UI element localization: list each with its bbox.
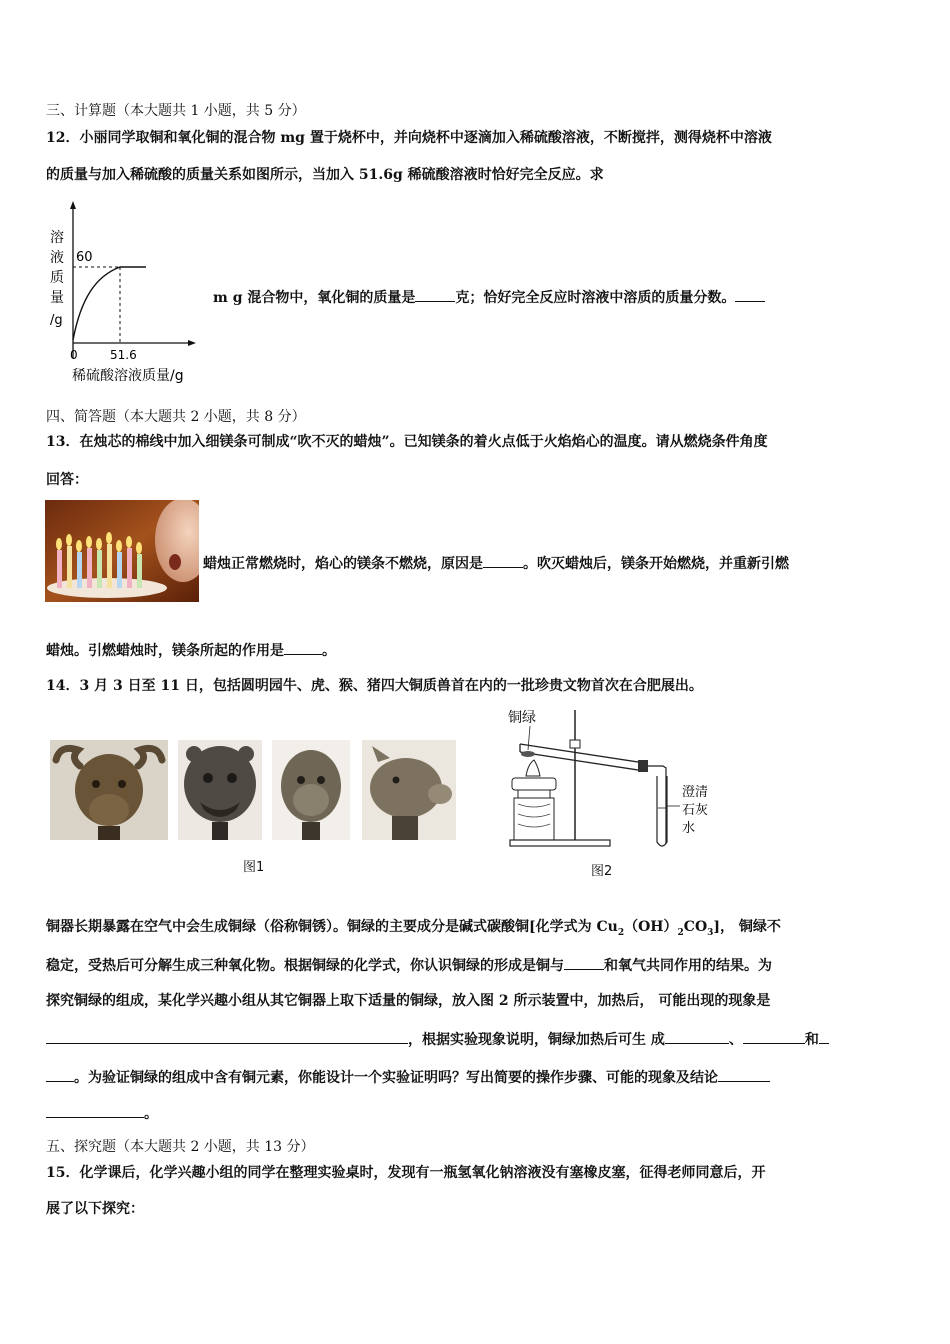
q13-line-1: 13．在烛芯的棉线中加入细镁条可制成“吹不灭的蜡烛”。已知镁条的着火点低于火焰焰心的温度。请从燃烧条件角度 [46, 434, 768, 450]
y-label-char-2: 液 [50, 250, 64, 266]
limewater-label-2: 石灰 [682, 803, 709, 818]
q13-text-b: 。吹灭蜡烛后，镁条开始燃烧，并重新引燃 [523, 556, 789, 572]
q14-text-5a: 。为验证铜绿的组成中含有铜元素，你能设计一个实验证明吗？写出简要的操作步骤、可能的现象及结论 [74, 1070, 718, 1086]
pig-head-photo [362, 740, 456, 840]
q12-line-1: 12．小丽同学取铜和氧化铜的混合物 mg 置于烧杯中，并向烧杯中逐滴加入稀硫酸溶液，不断搅拌，测得烧杯中溶液 [46, 130, 772, 146]
section-5-heading: 五、探究题（本大题共 2 小题，共 13 分） [46, 1139, 315, 1155]
q14-text-1c: CO [683, 919, 708, 935]
q13-line-3 [203, 553, 789, 574]
q14-blank-phenomenon[interactable] [46, 1029, 408, 1044]
q12-blank-2[interactable] [735, 287, 765, 302]
section-3-heading: 三、计算题（本大题共 1 小题，共 5 分） [46, 103, 306, 119]
q14-paragraph-line-3: 探究铜绿的组成，某化学兴趣小组从其它铜器上取下适量的铜绿，放入图 2 所示装置中，加热后， 可能出现的现象是 [46, 993, 771, 1009]
q14-paragraph-line-1 [46, 917, 781, 943]
subscript-cu: 2 [617, 927, 625, 938]
q14-text-1b: （OH） [624, 919, 678, 935]
q14-text-6b: 。 [144, 1106, 158, 1122]
x-tick-51-6: 51.6 [110, 348, 137, 362]
q12-blank-1[interactable] [415, 287, 455, 302]
heating-apparatus-diagram [498, 704, 728, 854]
q14-paragraph-line-2 [46, 955, 772, 976]
figure-1-caption: 图1 [243, 860, 265, 875]
x-axis-arrow [188, 340, 196, 346]
q13-text-a: 蜡烛正常燃烧时，焰心的镁条不燃烧，原因是 [203, 556, 483, 572]
q13-line-2: 回答： [46, 472, 88, 488]
birthday-candles-photo [45, 500, 199, 602]
q14-blank-product-3b[interactable] [46, 1067, 74, 1082]
q13-blank-1[interactable] [483, 553, 523, 568]
q12-text-a: m g 混合物中，氧化铜的质量是 [213, 290, 416, 306]
tiger-head-photo [178, 740, 262, 840]
q12-line-2: 的质量与加入稀硫酸的质量关系如图所示，当加入 51.6g 稀硫酸溶液时恰好完全反应。求 [46, 167, 604, 183]
q14-blank-experiment-a[interactable] [718, 1067, 770, 1082]
y-label-unit: /g [50, 313, 63, 328]
q12-graph [46, 198, 211, 390]
y-label-char-4: 量 [50, 290, 64, 306]
q13-line-4 [46, 640, 336, 661]
q14-blank-product-1[interactable] [665, 1029, 729, 1044]
y-label-char-3: 质 [50, 270, 64, 286]
q14-blank-experiment-b[interactable] [46, 1103, 144, 1118]
limewater-label-1: 澄清 [682, 785, 709, 800]
limewater-label-3: 水 [682, 821, 696, 836]
q14-blank-reactant[interactable] [564, 955, 604, 970]
q14-text-4c: 和 [804, 1032, 819, 1048]
q14-blank-product-2[interactable] [743, 1029, 805, 1044]
q14-blank-product-3a[interactable] [819, 1029, 829, 1044]
x-axis-label: 稀硫酸溶液质量/g [72, 368, 184, 384]
ox-head-photo [50, 740, 168, 840]
q14-line-1: 14．3 月 3 日至 11 日，包括圆明园牛、虎、猴、猪四大铜质兽首在内的一批珍贵文物首次在合肥展出。 [46, 678, 703, 694]
q14-paragraph-line-6 [46, 1103, 158, 1124]
q13-text-d: 。 [322, 643, 336, 659]
section-4-heading: 四、简答题（本大题共 2 小题，共 8 分） [46, 409, 306, 425]
mass-curve [73, 267, 146, 340]
q15-line-2: 展了以下探究： [46, 1201, 144, 1217]
q14-text-4a: ，根据实验现象说明，铜绿加热后可生 成 [408, 1032, 665, 1048]
q12-line-3 [213, 287, 765, 308]
q14-paragraph-line-5 [46, 1067, 770, 1088]
q14-text-1a: 铜器长期暴露在空气中会生成铜绿（俗称铜锈）。铜绿的主要成分是碱式碳酸铜[化学式为 Cu [46, 919, 618, 935]
q12-text-b: 克；恰好完全反应时溶液中溶质的质量分数。 [455, 290, 736, 306]
patina-label: 铜绿 [508, 710, 536, 726]
subscript-co3: 3 [707, 927, 714, 938]
q14-text-4b: 、 [728, 1032, 743, 1048]
subscript-oh: 2 [677, 927, 684, 938]
q14-text-2b: 和氧气共同作用的结果。为 [604, 958, 772, 974]
monkey-head-photo [272, 740, 350, 840]
x-tick-origin: 0 [70, 348, 78, 362]
q14-paragraph-line-4 [46, 1029, 829, 1050]
y-tick-60: 60 [76, 250, 93, 265]
q13-blank-2[interactable] [284, 640, 322, 655]
figure-2-caption: 图2 [591, 864, 613, 879]
q15-line-1: 15．化学课后，化学兴趣小组的同学在整理实验桌时，发现有一瓶氢氧化钠溶液没有塞橡皮塞，征得老师同意后，开 [46, 1165, 766, 1181]
q13-text-c: 蜡烛。引燃蜡烛时，镁条所起的作用是 [46, 643, 284, 659]
q14-text-2a: 稳定，受热后可分解生成三种氧化物。根据铜绿的化学式，你认识铜绿的形成是铜与 [46, 958, 564, 974]
y-axis-arrow [70, 201, 76, 209]
q14-text-1d: ]， 铜绿不 [713, 919, 781, 935]
y-label-char-1: 溶 [50, 230, 64, 246]
